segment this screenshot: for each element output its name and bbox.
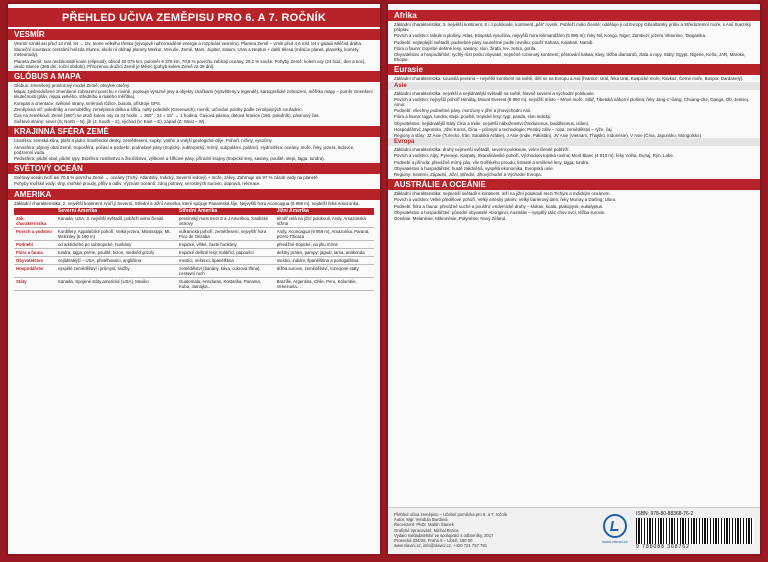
publisher-line: Recenzent: PhDr. Martin Štanek [394,522,454,528]
table-cell: vyspělé zemědělství i průmysl, služby [56,264,177,277]
logo-text: www.vlavici.cz [602,539,628,544]
america-table [14,208,374,291]
paragraph: Flóra a fauna: tropické deštné lesy, savany; slon, žirafa, lev, zebra, gorila. [394,45,537,51]
section-heading-globus: GLÓBUS A MAPA [8,71,380,82]
table-cell: deštný prales, pampy; jaguár, lama, anakonda [275,248,374,256]
vlavici-logo-icon [603,514,627,538]
paragraph: Základní charakteristika: největší a nejlidnatější světadíl na světě, hlavně severní a východní polokoule. [394,90,595,96]
paragraph: Zeměpisná síť: poledníky a rovnoběžky, zeměpisná délka a šířka, nultý poledník (Greenwich), rovník; určování polohy podle zeměpisných souřadnic. [14,106,303,112]
table-cell: tropické deštné lesy; kolibříci, papoušci [177,248,275,256]
paragraph: Světové strany: sever (S; North – N), jih (J; South – S), východ (V; East – E), západ (Z; West – W). [14,119,206,125]
page-title: PŘEHLED UČIVA ZEMĚPISU PRO 6. A 7. ROČNÍK [8,8,380,27]
paragraph: Flóra a fauna: tajga, tundra, stepi, pouště, tropické lesy; tygr, panda, slon indický. [394,114,552,120]
paragraph: Hospodářství: Japonsko, Jižní Korea, Čína – průmysl a technologie; Perský záliv – ropa; zemědělství – rýže, čaj. [394,126,613,132]
paragraph: Povrch a vodstvo: Velké předělové pohoří, Velký artéský pánev, Velký bariérový útes; řeky Murray a Darling; Uluru. [394,197,617,203]
paragraph: Atmosféra: plynný obal Země, troposféra, počasí a podnebí, podnebné pásy (tropický, subtropický, mírný, subpolární, polární). Hydrosféra: oceány, moře, řeky, jezera, ledovce, podzemní voda. [14,144,355,155]
paragraph: Podnebí: všechny podnebné pásy, monzuny v jižní a jihovýchodní Asii. [394,108,532,114]
table-cell: tropické, vlhké, časté hurikány [177,240,275,248]
table-cell: Kanada, USA; 3. největší světadíl, pobřeží velmi členité [56,215,177,228]
paragraph: Glóbus: zmenšený prostorový model Země, obvykle otočný. [14,83,131,89]
paragraph: Povrch a vodstvo: Alpy, Pyreneje, Karpaty, Skandinávské pohoří, Východoevropská rovina; Mont Blanc (4 810 m); řeky Volha, Dunaj, Rýn, Labe. [394,153,675,159]
paragraph: Vesmír vznikl asi před 13 mld. let → tzv. teorie velkého třesku (vývojově nahromaděné energie a rozpínání vesmíru). Planeta Země – vznik před 4,6 mld. let v galaxii Mléčná dráha. [14,41,363,46]
paragraph: Povrch a vodstvo: nejvyšší pohoří Himálaj, Mount Everest (8 850 m), nejnižší místo – Mrtvé moře. Sibiř, Tibetská náhorní plošina; řeky Jang-c’-ťiang, Chuang-che, Ganga, Ob, Jenisej, Amur. [394,96,750,108]
paragraph: Oceánie: Melanésie, Mikronésie, Polynésie; Nový Zéland. [394,216,507,222]
table-cell: Kanada, Spojené státy americké (USA), Mexiko [56,277,177,290]
paragraph: Základní charakteristika: souvislá pevnina – největší kontinent na světě, dělí se na Evropu a Asii (hranice: Ural, řeka Ural, Kaspické moře, Kavkaz, Černé moře, Bospor, Dardanely). [394,76,744,82]
table-cell: téměř celá na jižní polokouli, Andy, Amazonská nížina [275,215,374,228]
table-header: Jižní Amerika [275,208,374,215]
table-row [14,264,374,277]
table-cell: Andy, Aconcagua (6 959 m), Amazonka, Paraná, jezero Titicaca [275,227,374,240]
paragraph: Základní charakteristika: 2. největší kontinent, tvoří ji Severní, Střední a Jižní Amerika, které spojuje Panamská šíje. Nejvyšší hora Aconcagua (6 959 m), nejdelší řeka Amazonka. [14,200,360,206]
section-heading-ocean: SVĚTOVÝ OCEÁN [8,163,380,174]
row-label: Obyvatelstvo [14,256,56,264]
table-cell: od arktického po subtropické, hurikány [56,240,177,248]
table-cell: převážně tropické, na jihu mírné [275,240,374,248]
section-heading-australie: AUSTRÁLIE A OCEÁNIE [388,179,760,190]
publisher-line: Grafické zpracování: Michal Brzica [394,527,459,533]
paragraph: Regiony: Severní, Západní, Jižní, Střední, Jihovýchodní a Východní Evropa. [394,172,542,178]
paragraph: Sluneční soustava: centrální hvězda Slunce, okolo ní obíhají planety Merkur, Venuše, Země, Mars, Jupiter, Saturn, Uran a Neptun + další tělesa (měsíce planet, planetky, komety, meteoroidy). [14,47,360,58]
publisher-info [394,512,594,548]
publisher-line: Autor: Mgr. Vendula Burdová [394,517,448,523]
publisher-logo [600,514,630,544]
table-header: Střední Amerika [177,208,275,215]
publisher-footer [388,507,760,554]
subsection-heading-evropa: Evropa [388,138,760,146]
subsection-heading-asie: Asie [388,82,760,90]
paragraph: Čas na zeměkouli: Země (360°) se otočí kolem osy za 24 hodin → 360° : 24 = 15° → 1 hodina. Časová pásma, datová hranice (180. poledník), pásmový čas. [14,113,320,119]
table-row [14,248,374,256]
paragraph: Planeta Země: tvar nedokonalé koule (elipsoid), obvod 40 075 km, poloměr 6 378 km, 70,8 % povrchu zabírají oceány, 29,2 % souše. Pohyby Země: kolem osy (24 hod., den a noc), okolo Slunce (365 dní, roční období). Přirozenou družicí Země je Měsíc (pohyb kolem Země za 28 dní). [14,58,366,69]
paragraph: Pohyby mořské vody: vlny, mořské proudy, příliv a odliv. Význam oceánů: zdroj potravy, nerostných surovin, doprava, rekreace. [14,181,261,187]
paragraph: Mapa: zjednodušené zmenšené zobrazení povrchu v rovině, popisuje výrazně jevy a objekty značkami (vysvětleny v legendě), kartografické zobrazení, měřítko mapy – poměr zmenšení skutečnosti (plán, mapa velkého, středního a malého měřítka). [14,89,373,100]
row-label: Povrch a vodstvo [14,227,56,240]
publisher-line: Vydalo nakladatelství ve spolupráci s odborníky, 2017 [394,532,494,538]
paragraph: Regiony a státy: JZ Asie (Turecko, Írán, Saúdská Arábie), J Asie (Indie, Pákistán), JV Asie (Vietnam, Thajsko, Indonésie), V Asie (Čína, Japonsko, Mongolsko). [394,133,703,139]
barcode-block [636,511,754,550]
table-cell: Kordillery, Appalačské pohoří, Velká jezera, Mississippi, Mt. McKinley (6 190 m) [56,227,177,240]
table-header: Severní Amerika [56,208,177,215]
publisher-line: www.vlavici.cz, info@vlavici.cz, +420 721 757 781 [394,543,488,549]
publisher-line: Přehled učiva zeměpisu – Učební pomůcka pro 6. a 7. ročník [394,512,508,517]
section-heading-amerika: AMERIKA [8,189,380,200]
table-row [14,256,374,264]
paragraph: Základní charakteristika: nejmenší světadíl s kontinent, leží na jižní polokouli mezi Tichým a Indickým oceánem. [394,191,611,197]
row-label: Zák. charakteristika [14,215,56,228]
section-heading-eurasie: Eurasie [388,64,760,75]
paragraph: Obyvatelstvo a hospodářství: hustě zalidněná, vyspělá ekonomika, Evropská unie. [394,165,554,171]
table-cell: těžba surovin, zemědělství, rozvojové státy [275,264,374,277]
barcode-icon [636,518,754,544]
table-cell: vulkanická pohoří, zemětřesení, nejvyšší hora Pico de Orizaba [177,227,275,240]
table-cell: mestici, míšenci, španělština [177,256,275,264]
paragraph: Obyvatelstvo a hospodářství: rychlý růst počtu obyvatel, nejméně rozvinutý kontinent; pěstování kakaa, kávy, těžba diamantů, zlata a ropy. Státy: Egypt, Nigérie, Keňa, JAR, Maroko, Etiopie. [394,52,746,63]
table-cell: tundra, tajga, prérie, pouště; bizon, medvěd grizzly [56,248,177,256]
right-page [388,4,760,554]
paragraph: Základní charakteristika: 3. největší kontinent, S i J polokoule, kontinent „pěti“ rovník. Pobřeží málo členité; odděluje ji od Evropy Gibraltarský průliv a Středozemní moře, s Asií Suezský průplav. [394,22,752,33]
table-cell: zemědělství (banány, káva, cukrová třtina), cestovní ruch [177,264,275,277]
table-row [14,240,374,248]
table-cell: Guatemala, Honduras, Kostarika, Panama, Kuba, Jamajka… [177,277,275,290]
paragraph: Základní charakteristika: druhý nejmenší světadíl, severní polokoule, velmi členité pobřeží. [394,147,570,153]
table-row [14,277,374,290]
barcode-number: 9 788088 368762 [636,544,690,550]
isbn: ISBN: 978-80-88368-76-2 [636,511,694,517]
paragraph: Podnebí: nejteplejší světadíl, podnebné pásy souměrné podle rovníku; poušť Sahara, Kalahari, Namib. [394,39,594,45]
paragraph: Světový oceán tvoří asi 70,8 % povrchu Země → oceány (Tichý, Atlantský, Indický, Severní ledový) + moře, zálivy. Zahrnuje asi 97 % zásob vody na planetě. [14,175,319,181]
paragraph: Obyvatelstvo a hospodářství: původní obyvatelé Aboriginci, Austrálie – vyspělý stát; chov ovcí, těžba surovin. [394,209,606,215]
paragraph: Obyvatelstvo: nejlidnatější státy Čína a Indie, největší náboženství (hinduismus, buddhismus, islám). [394,120,590,126]
section-heading-vesmir: VESMÍR [8,29,380,40]
table-cell: mestici, indiáni, španělština a portugalština [275,256,374,264]
paragraph: Pedosféra: půdní obal, půdní typy. Biosféra: rostlinstvo a živočišstvo, výškové a šířkové pásy, přírodní krajiny (tropické lesy, savany, pouště, stepi, tajga, tundra). [14,156,325,162]
section-heading-sfery: KRAJINNÁ SFÉRA ZEMĚ [8,126,380,137]
table-header [14,208,56,215]
row-label: Podnebí [14,240,56,248]
left-page [8,4,380,554]
paragraph: Kompas a orientace: světové strany, směrová růžice, busola, přístroje GPS. [14,100,162,106]
table-cell: pevninský most mezi S a J Amerikou, Karibské ostrovy [177,215,275,228]
row-label: Státy [14,277,56,290]
paragraph: Podnebí, flóra a fauna: převážně suché a pouštní; endemické druhy – klokan, koala, ptakopysk, eukalyptus. [394,203,604,209]
paragraph: Podnebí a příroda: převážně mírný pás, vliv Golfského proudu; listnaté a smíšené lesy, tajga, tundra. [394,159,590,165]
section-heading-afrika: Afrika [388,10,760,21]
table-cell: Brazílie, Argentina, Chile, Peru, Kolumbie, Venezuela… [275,277,374,290]
row-label: Flóra a fauna [14,248,56,256]
paragraph: Povrch a vodstvo: tabule a plošiny, Atlas, Etiopská vysočina, nejvyšší hora Kilimandžáro (5 895 m); řeky Nil, Kongo, Niger, Zambezi; jezera Viktoriino, Tanganika. [394,33,707,39]
row-label: Hospodářství [14,264,56,277]
table-row [14,215,374,228]
table-cell: nejlidnatější – USA, přistěhovalci, angličtina [56,256,177,264]
table-row [14,227,374,240]
paragraph: Litosféra: zemská kůra, plášť a jádro; litosférické desky, zemětřesení, sopky; vnitřní a vnější geologické děje. Pohoří, nížiny, vysočiny. [14,138,273,144]
publisher-line: Prosecká 324/26, Praha 9 – Libeň, 190 00 [394,538,473,544]
